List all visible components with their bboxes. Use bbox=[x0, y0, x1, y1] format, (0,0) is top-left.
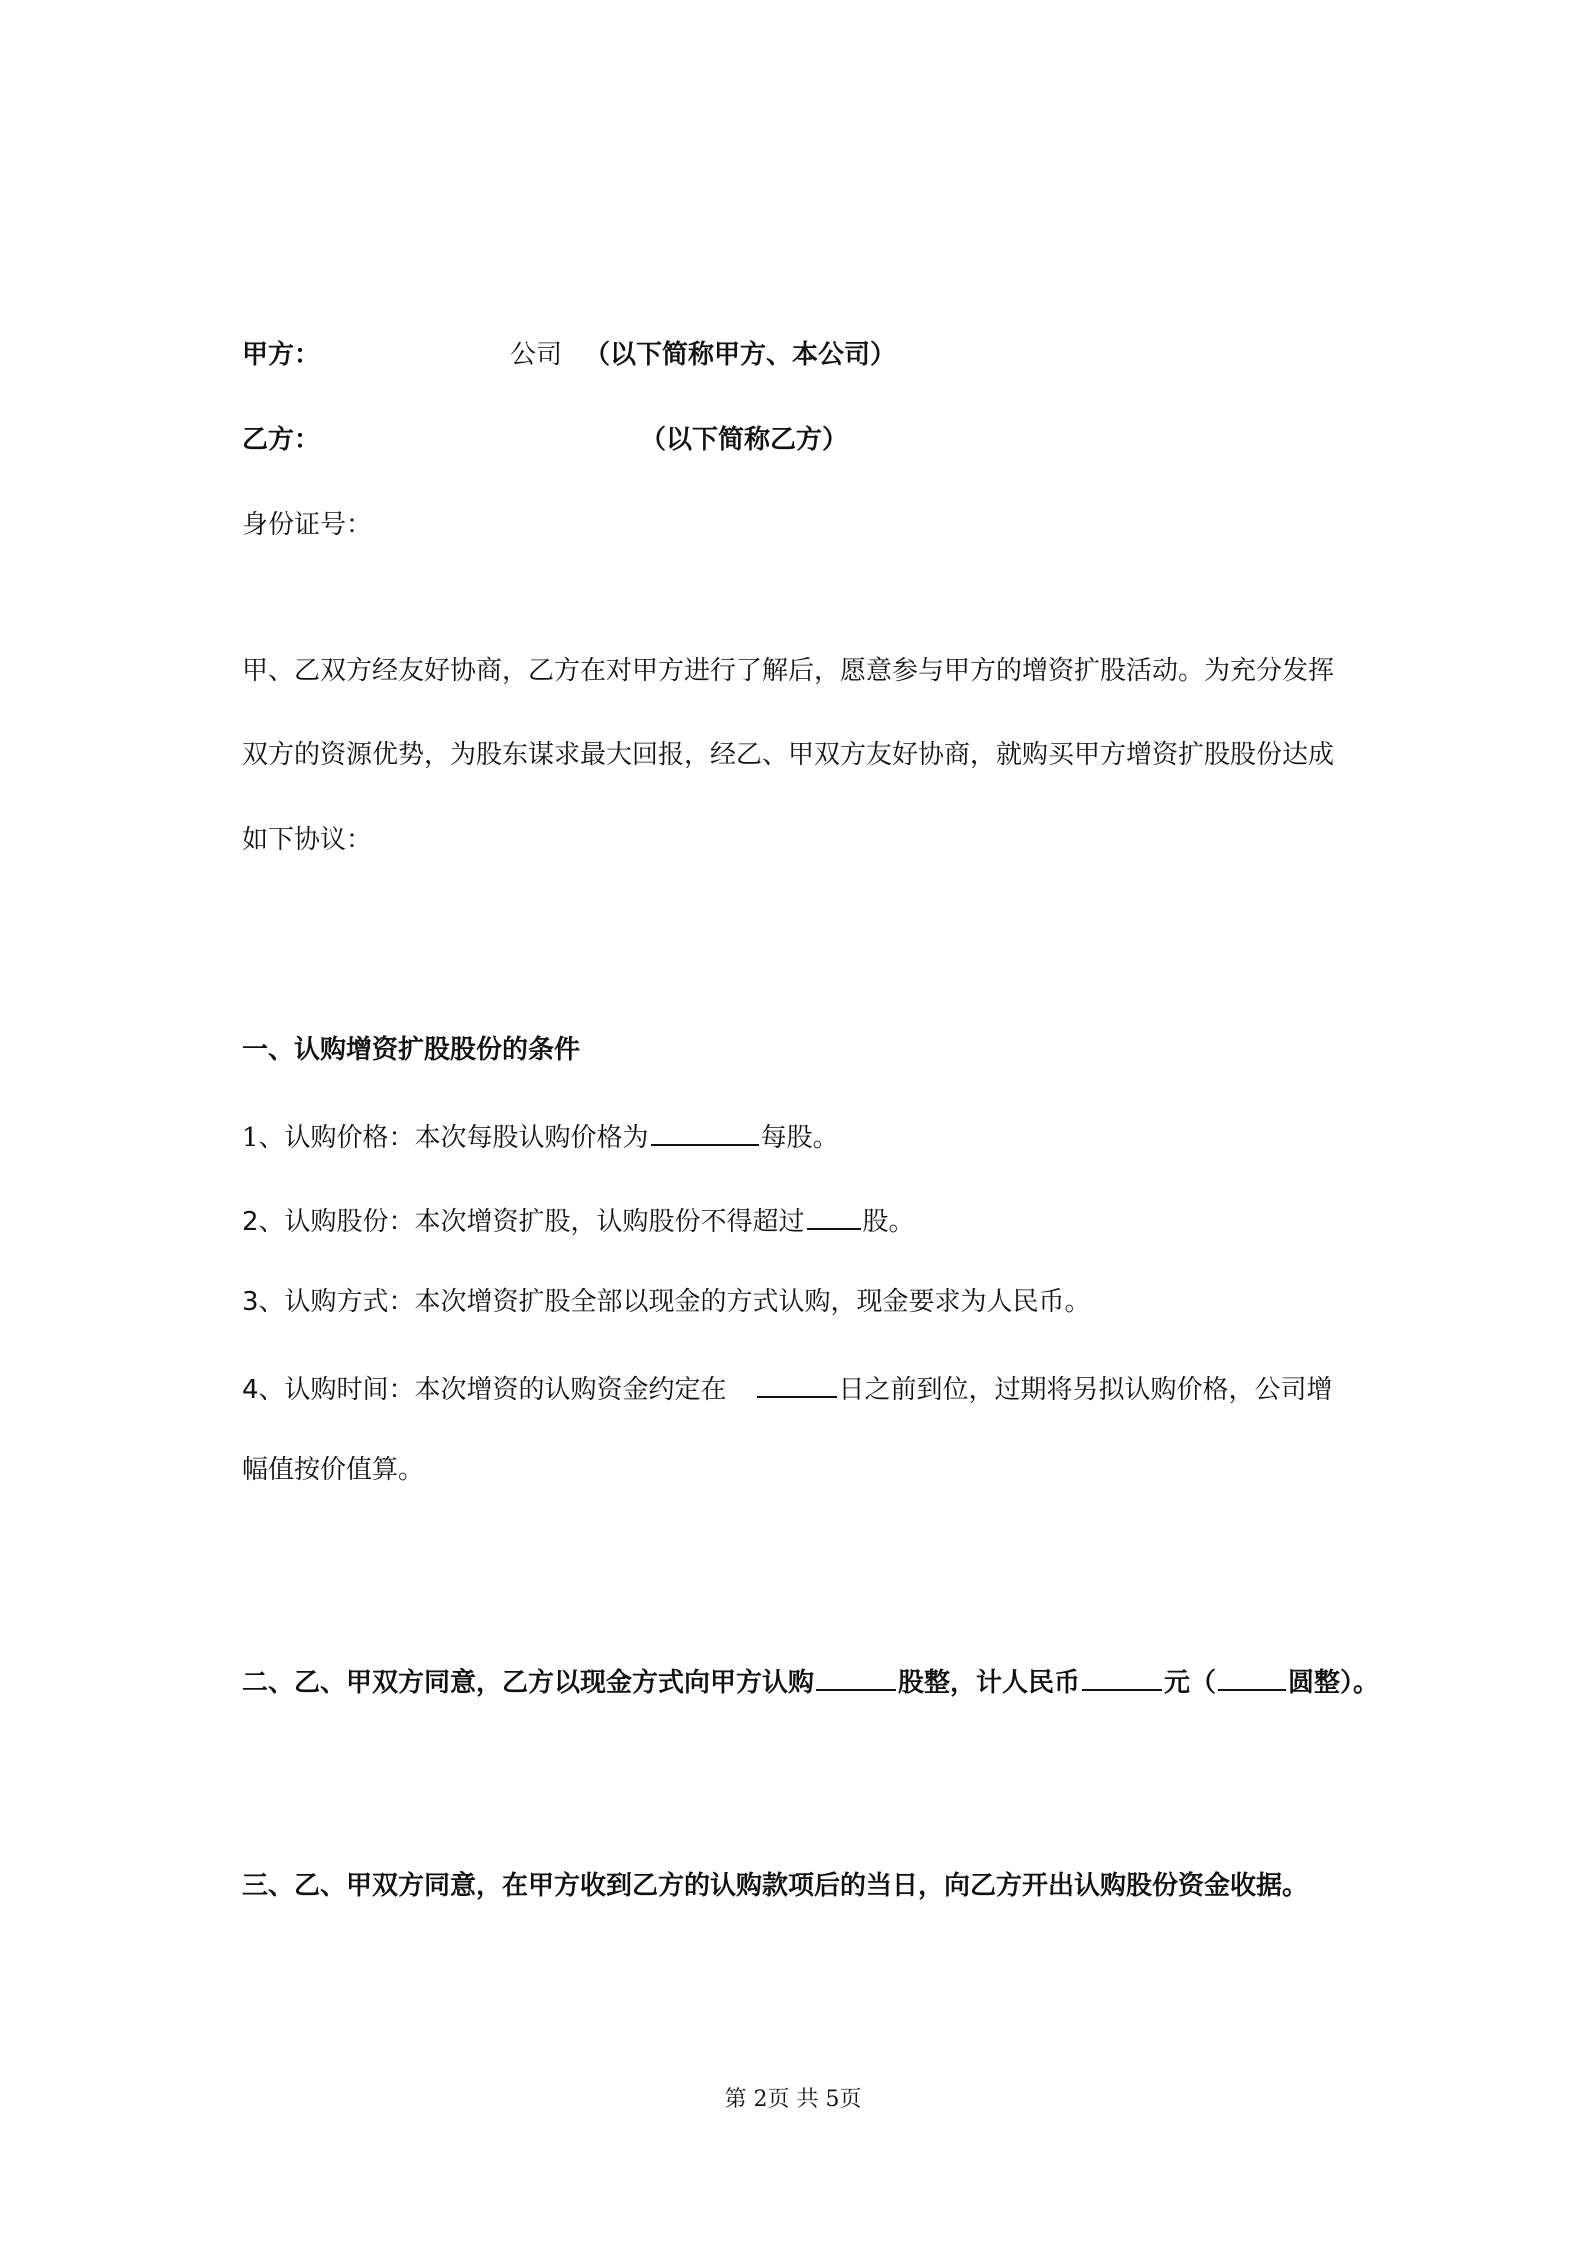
item-1-number: 1 bbox=[242, 1123, 259, 1153]
item-4-suffix: 日之前到位，过期将另拟认购价格，公司增 bbox=[838, 1375, 1333, 1405]
intro-line-2: 双方的资源优势，为股东谋求最大回报，经乙、甲双方友好协商，就购买甲方增资扩股股份达成 bbox=[242, 740, 1335, 770]
party-b-label: 乙方： bbox=[242, 425, 321, 455]
deadline-blank[interactable] bbox=[757, 1366, 837, 1398]
amount-in-words-blank[interactable] bbox=[1218, 1659, 1286, 1691]
party-a-company: 公司 bbox=[510, 340, 563, 370]
shares-limit-blank[interactable] bbox=[807, 1198, 861, 1230]
section-2-yuan-label: 元（ bbox=[1164, 1668, 1217, 1698]
item-1-suffix: 每股。 bbox=[760, 1123, 839, 1153]
intro-line-3: 如下协议： bbox=[242, 825, 373, 855]
amount-blank[interactable] bbox=[1082, 1659, 1162, 1691]
id-number-label: 身份证号： bbox=[242, 510, 373, 540]
section-2 bbox=[242, 1659, 1380, 1703]
price-blank[interactable] bbox=[651, 1114, 759, 1146]
item-2-text: 2、认购股份：本次增资扩股，认购股份不得超过 bbox=[242, 1207, 805, 1237]
section-1-heading: 一、认购增资扩股股份的条件 bbox=[242, 1035, 581, 1065]
page-footer: 第 2页 共 5页 bbox=[724, 2087, 862, 2112]
subscribed-shares-blank[interactable] bbox=[816, 1659, 896, 1691]
item-4-text: 4、认购时间：本次增资的认购资金约定在 bbox=[242, 1375, 727, 1405]
item-1-text: 、认购价格：本次每股认购价格为 bbox=[258, 1123, 649, 1153]
party-b-line bbox=[242, 420, 1372, 460]
section-2-suffix: 圆整）。 bbox=[1288, 1668, 1380, 1698]
party-a-label: 甲方： bbox=[242, 340, 321, 370]
section-1-item-4 bbox=[242, 1366, 1372, 1410]
party-b-note: （以下简称乙方） bbox=[640, 425, 849, 455]
section-1-item-2 bbox=[242, 1198, 1372, 1242]
intro-line-1: 甲、乙双方经友好协商，乙方在对甲方进行了解后，愿意参与甲方的增资扩股活动。为充分发挥 bbox=[242, 656, 1335, 686]
party-a-note: （以下简称甲方、本公司） bbox=[584, 340, 897, 370]
section-3: 三、乙、甲双方同意，在甲方收到乙方的认购款项后的当日，向乙方开出认购股份资金收据。 bbox=[242, 1871, 1309, 1901]
section-2-text: 二、乙、甲双方同意，乙方以现金方式向甲方认购 bbox=[242, 1668, 815, 1698]
party-a-line bbox=[242, 335, 1372, 375]
section-1-item-4-continued: 幅值按价值算。 bbox=[242, 1455, 425, 1485]
section-2-shares-label: 股整，计人民币 bbox=[898, 1668, 1081, 1698]
section-1-item-1 bbox=[242, 1114, 1372, 1158]
item-2-suffix: 股。 bbox=[862, 1207, 915, 1237]
section-1-item-3: 3、认购方式：本次增资扩股全部以现金的方式认购，现金要求为人民币。 bbox=[242, 1287, 1091, 1317]
id-number-line bbox=[242, 505, 1372, 545]
